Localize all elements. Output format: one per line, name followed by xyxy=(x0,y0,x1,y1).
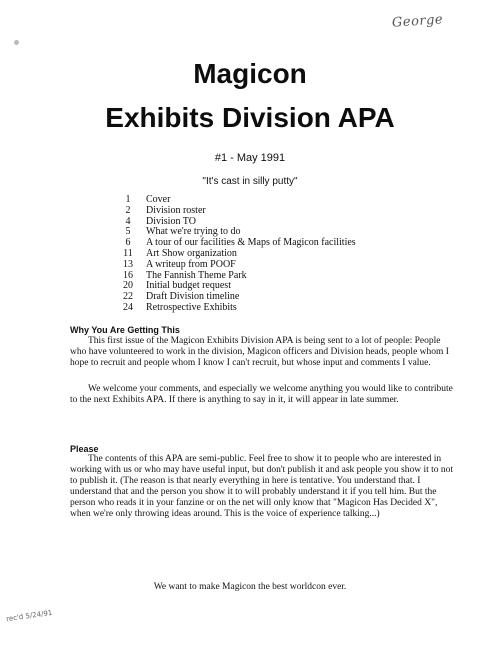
toc-title: What we're trying to do xyxy=(146,226,241,238)
title-line-1: Magicon xyxy=(193,58,307,89)
toc-page: 24 xyxy=(123,301,133,313)
paragraph-semi-public: The contents of this APA are semi-public. Feel free to show it to people who are interested in working with us or who may have useful input, but don't publish it and ask people you show it to not to publish it. (The reason is that nearly everything in here is tentative. You understand that. I understand that and the person you show it to will probably understand it if you tell him. But the person who reads it in your fanzine or on the net will only know that "Magicon Has Decided X", when we're only throwing ideas around. This is the voice of experience talking...) xyxy=(70,454,453,520)
toc-page: 20 xyxy=(123,280,133,292)
section-heading-please: Please xyxy=(70,444,99,454)
paragraph-intro: This first issue of the Magicon Exhibits Division APA is being sent to a lot of people: People who have volunteered to work in the division, Magicon officers and Division heads, people whom I hope to recruit and people whom I know I can't recruit, but whose input and comments I value. xyxy=(70,336,449,369)
toc-row xyxy=(110,206,410,217)
handwritten-note: George xyxy=(391,12,444,31)
toc-title: The Fannish Theme Park xyxy=(146,269,247,281)
punch-mark xyxy=(14,40,19,45)
received-stamp-note: rec'd 5/24/91 xyxy=(5,608,53,624)
toc-title: A writeup from POOF xyxy=(146,258,236,270)
toc-title: Cover xyxy=(146,194,171,205)
toc-title: Division roster xyxy=(146,204,206,216)
toc-page: 2 xyxy=(125,204,131,216)
toc-title: A tour of our facilities & Maps of Magicon facilities xyxy=(146,237,356,249)
toc-title: Division TO xyxy=(146,215,196,227)
toc-page: 13 xyxy=(123,258,133,270)
table-of-contents xyxy=(110,195,410,314)
toc-title: Initial budget request xyxy=(146,280,231,292)
toc-title: Art Show organization xyxy=(146,247,237,259)
toc-row xyxy=(110,260,410,271)
toc-page: 4 xyxy=(125,215,131,227)
toc-page: 6 xyxy=(125,237,131,249)
issue-line: #1 - May 1991 xyxy=(214,152,286,164)
title-line-2: Exhibits Division APA xyxy=(105,102,395,133)
section-heading-why: Why You Are Getting This xyxy=(70,325,180,335)
toc-title: Draft Division timeline xyxy=(146,291,240,303)
toc-page: 16 xyxy=(123,269,133,281)
toc-title: Retrospective Exhibits xyxy=(146,301,237,313)
tagline: "It's cast in silly putty" xyxy=(202,176,298,187)
toc-page: 22 xyxy=(123,291,133,303)
toc-page: 11 xyxy=(123,247,133,259)
paragraph-welcome: We welcome your comments, and especially we welcome anything you would like to contribute to the next Exhibits APA. If there is anything to say in it, it will appear in late summer. xyxy=(70,384,453,406)
closing-line: We want to make Magicon the best worldcon ever. xyxy=(153,582,347,592)
toc-row xyxy=(110,303,410,314)
toc-page: 1 xyxy=(125,194,131,205)
toc-page: 5 xyxy=(125,226,131,238)
